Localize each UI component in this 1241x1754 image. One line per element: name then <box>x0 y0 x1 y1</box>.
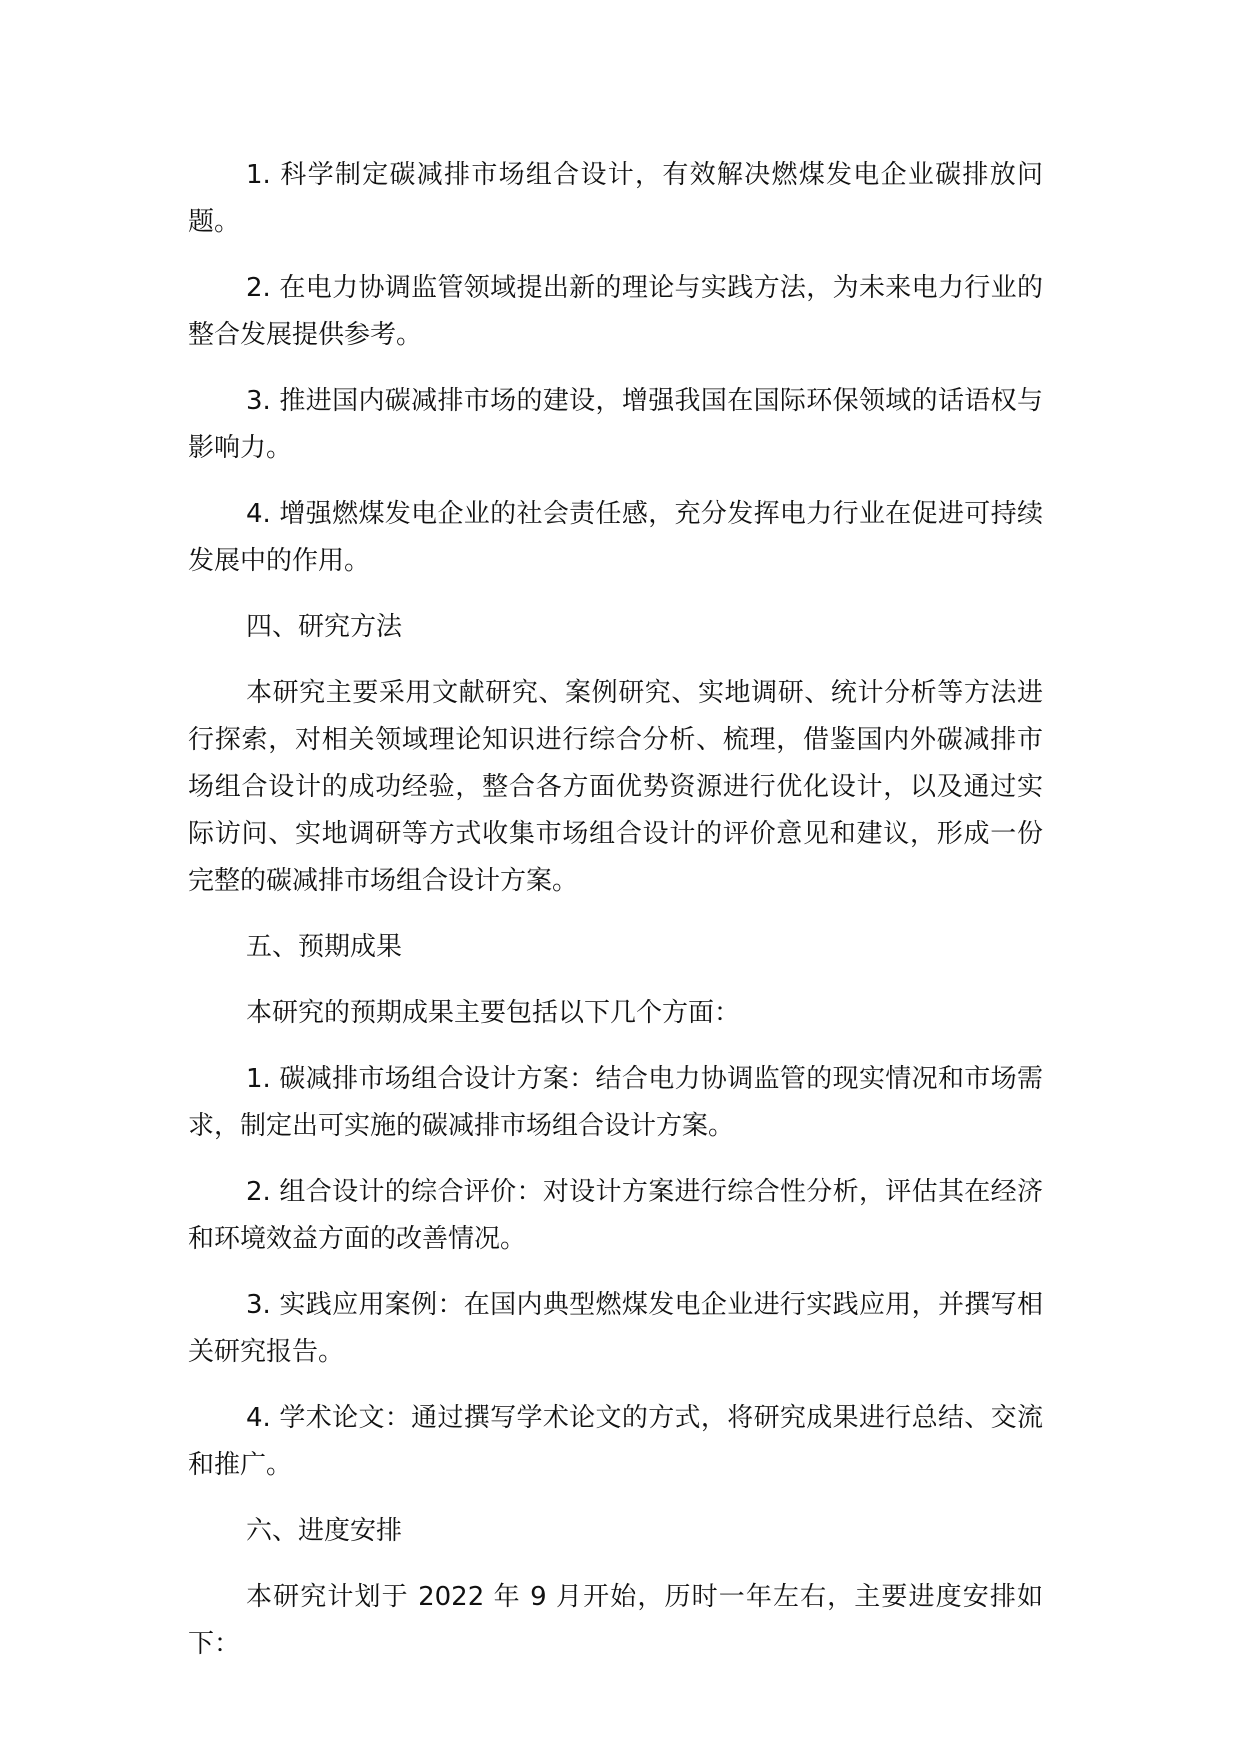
expected-goal-3: 3. 推进国内碳减排市场的建设，增强我国在国际环保领域的话语权与影响力。 <box>188 386 1043 463</box>
expected-result-3: 3. 实践应用案例：在国内典型燃煤发电企业进行实践应用，并撰写相关研究报告。 <box>188 1290 1043 1367</box>
expected-goal-1: 1. 科学制定碳减排市场组合设计，有效解决燃煤发电企业碳排放问题。 <box>188 160 1043 237</box>
schedule-intro: 本研究计划于 2022 年 9 月开始，历时一年左右，主要进度安排如下： <box>188 1582 1043 1659</box>
expected-result-2: 2. 组合设计的综合评价：对设计方案进行综合性分析，评估其在经济和环境效益方面的改善情况。 <box>188 1177 1043 1254</box>
expected-results-intro: 本研究的预期成果主要包括以下几个方面： <box>246 998 741 1028</box>
expected-goal-4: 4. 增强燃煤发电企业的社会责任感，充分发挥电力行业在促进可持续发展中的作用。 <box>188 499 1043 576</box>
section-heading-expected-results: 五、预期成果 <box>246 932 403 962</box>
expected-goal-2: 2. 在电力协调监管领域提出新的理论与实践方法，为未来电力行业的整合发展提供参考。 <box>188 273 1043 350</box>
expected-result-1: 1. 碳减排市场组合设计方案：结合电力协调监管的现实情况和市场需求，制定出可实施的碳减排市场组合设计方案。 <box>188 1064 1043 1141</box>
methods-paragraph: 本研究主要采用文献研究、案例研究、实地调研、统计分析等方法进行探索，对相关领域理论知识进行综合分析、梳理，借鉴国内外碳减排市场组合设计的成功经验，整合各方面优势资源进行优化设计，以及通过实际访问、实地调研等方式收集市场组合设计的评价意见和建议，形成一份完整的碳减排市场组合设计方案。 <box>188 678 1043 896</box>
document-body <box>188 152 1043 1687</box>
expected-result-4: 4. 学术论文：通过撰写学术论文的方式，将研究成果进行总结、交流和推广。 <box>188 1403 1043 1480</box>
section-heading-methods: 四、研究方法 <box>246 612 403 642</box>
section-heading-schedule: 六、进度安排 <box>246 1516 403 1546</box>
